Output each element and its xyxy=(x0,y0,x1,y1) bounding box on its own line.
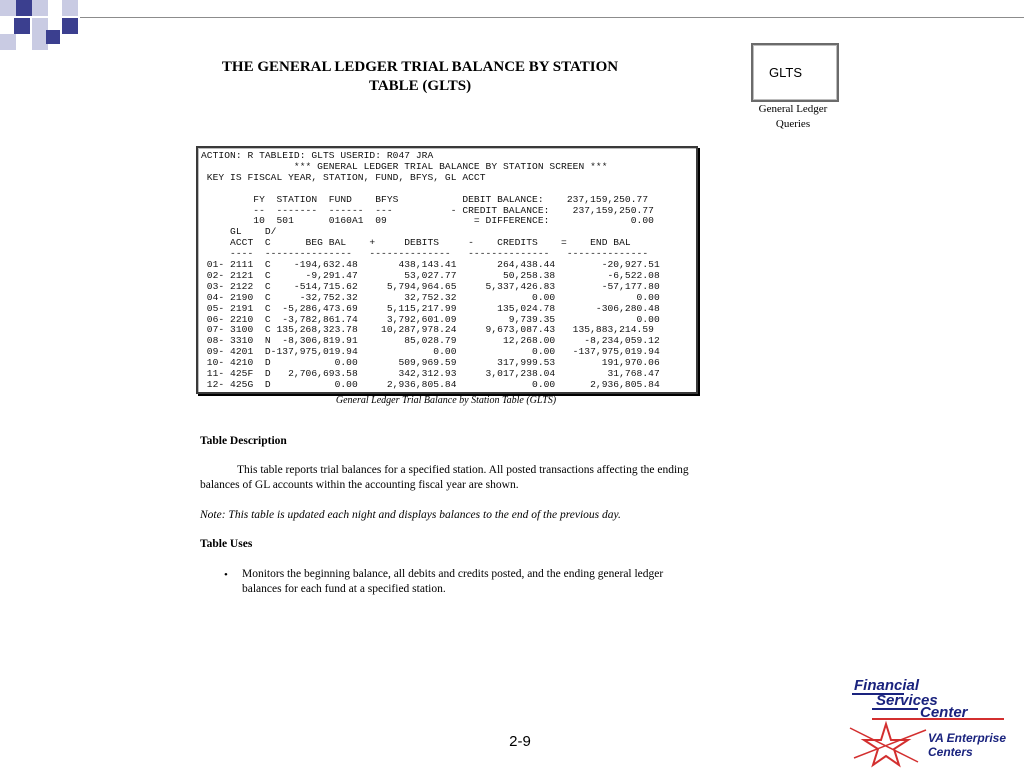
description-paragraph: This table reports trial balances for a specified station. All posted transactions affecting the ending balances of GL accounts within the accounting fiscal year are shown. xyxy=(200,464,689,491)
side-caption-line1: General Ledger xyxy=(758,103,828,115)
screen-line: 01- 2111 C -194,632.48 438,143.41 264,438.44 -20,927.51 xyxy=(201,259,660,270)
screen-line: ACTION: R TABLEID: GLTS USERID: R047 JRA xyxy=(201,150,434,161)
page-title-line2: TABLE (GLTS) xyxy=(368,78,472,94)
screen-line: ---- --------------- -------------- -------------- -------------- xyxy=(201,248,649,260)
description-heading: Table Description xyxy=(200,435,287,447)
glts-tab-box xyxy=(751,43,839,102)
page-number: 2-9 xyxy=(509,733,531,750)
logo-line3: Center xyxy=(920,704,968,721)
page-title-line1: THE GENERAL LEDGER TRIAL BALANCE BY STATION xyxy=(221,59,619,75)
page-title xyxy=(180,58,660,96)
logo-line2: Services xyxy=(876,692,938,709)
screen-line: GL D/ xyxy=(201,226,277,238)
screen-line: 04- 2190 C -32,752.32 32,752.32 0.00 0.00 xyxy=(201,291,660,303)
screen-line: *** GENERAL LEDGER TRIAL BALANCE BY STATION SCREEN *** xyxy=(201,160,608,172)
terminal-screen xyxy=(196,146,698,394)
screen-line: 06- 2210 C -3,782,861.74 3,792,601.09 9,739.35 0.00 xyxy=(201,313,660,325)
screen-line: ACCT C BEG BAL + DEBITS - CREDITS = END BAL xyxy=(201,237,631,249)
screen-line: KEY IS FISCAL YEAR, STATION, FUND, BFYS, GL ACCT xyxy=(201,171,486,183)
screen-line: 03- 2122 C -514,715.62 5,794,964.65 5,337,426.83 -57,177.80 xyxy=(201,280,660,292)
screen-line: 07- 3100 C 135,268,323.78 10,287,978.24 9,673,087.43 135,883,214.59 xyxy=(201,324,654,336)
screen-line: 09- 4201 D-137,975,019.94 0.00 0.00 -137,975,019.94 xyxy=(201,346,660,358)
screen-line: -- ------- ------ --- - CREDIT BALANCE: 237,159,250.77 xyxy=(201,204,654,216)
screen-line: 10 501 0160A1 09 = DIFFERENCE: 0.00 xyxy=(201,215,654,227)
screen-line: 11- 425F D 2,706,693.58 342,312.93 3,017,238.04 31,768.47 xyxy=(201,368,660,379)
uses-bullet: Monitors the beginning balance, all debits and credits posted, and the ending general ledger balances for each fund at a specified station. xyxy=(242,568,664,595)
financial-services-center-logo xyxy=(842,672,1024,768)
logo-line5: Centers xyxy=(928,745,973,759)
bullet-dot-icon: • xyxy=(224,569,228,581)
screen-line: 12- 425G D 0.00 2,936,805.84 0.00 2,936,805.84 xyxy=(201,378,660,390)
screen-line: 02- 2121 C -9,291.47 53,027.77 50,258.38 -6,522.08 xyxy=(201,269,660,281)
side-caption-line2: Queries xyxy=(775,118,811,130)
screen-caption: General Ledger Trial Balance by Station Table (GLTS) xyxy=(335,395,557,406)
logo-line1: Financial xyxy=(854,677,920,694)
update-note: Note: This table is updated each night and displays balances to the end of the previous day. xyxy=(200,509,621,521)
screen-line: 10- 4210 D 0.00 509,969.59 317,999.53 191,970.06 xyxy=(201,357,660,369)
screen-line: 05- 2191 C -5,286,473.69 5,115,217.99 135,024.78 -306,280.48 xyxy=(201,302,660,314)
uses-heading: Table Uses xyxy=(200,538,253,550)
screen-line: FY STATION FUND BFYS DEBIT BALANCE: 237,159,250.77 xyxy=(201,193,649,205)
star-icon xyxy=(864,724,908,765)
side-caption xyxy=(751,102,835,132)
header-rule xyxy=(80,17,1024,18)
screen-line: 08- 3310 N -8,306,819.91 85,028.79 12,268.00 -8,234,059.12 xyxy=(201,335,660,347)
glts-tab-label: GLTS xyxy=(769,65,802,80)
logo-line4: VA Enterprise xyxy=(928,731,1007,745)
